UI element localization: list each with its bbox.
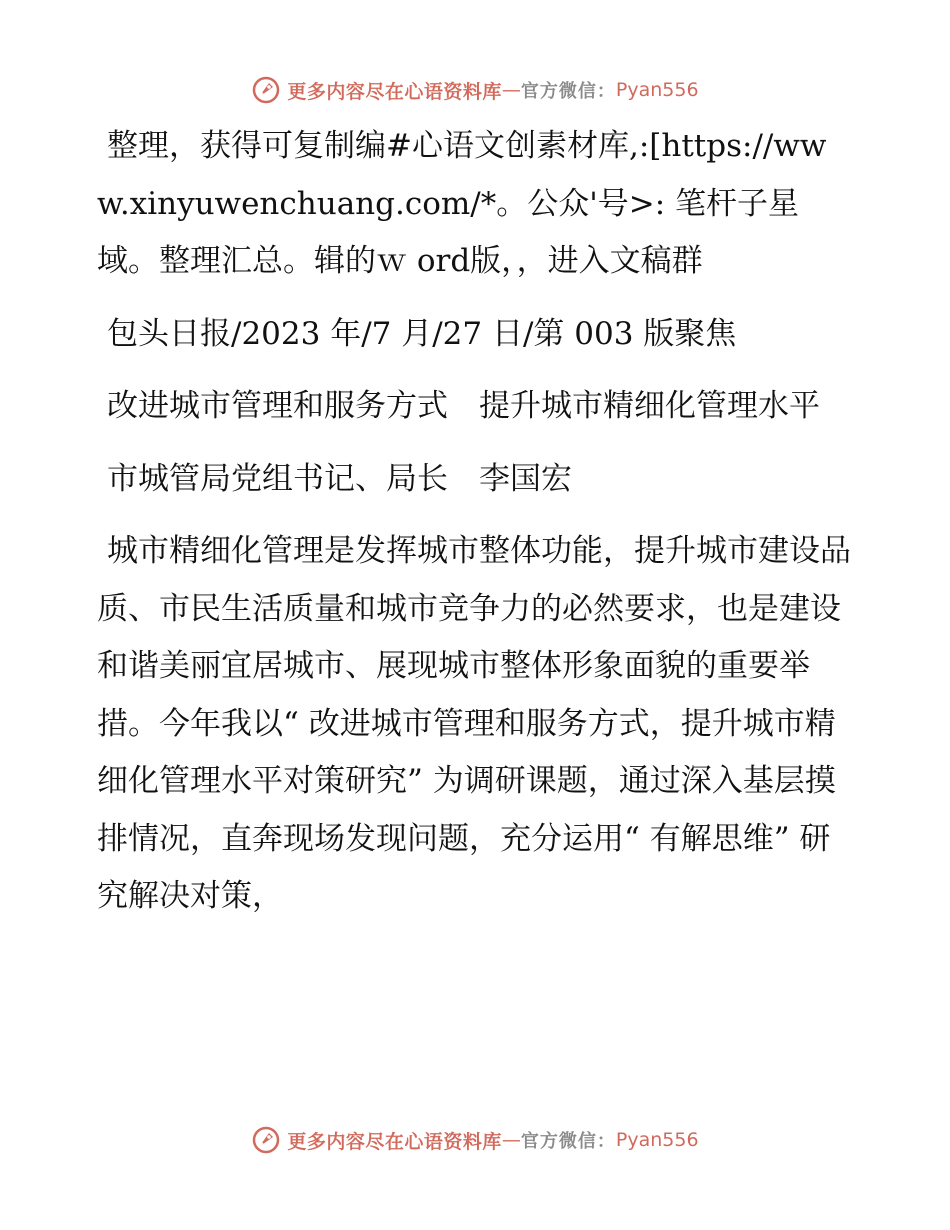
banner-separator: —	[501, 79, 521, 101]
source-line: 包头日报/2023 年/7 月/27 日/第 003 版聚焦	[107, 315, 737, 352]
banner-wechat-id: Pyan556	[615, 79, 699, 101]
pen-nib-logo-icon	[251, 1125, 281, 1155]
pen-nib-logo-icon	[251, 75, 281, 105]
banner-main-text: 更多内容尽在心语资料库	[287, 1130, 502, 1153]
author-line: 市城管局党组书记、局长 李国宏	[107, 460, 572, 497]
footer-banner	[0, 1120, 950, 1160]
banner-separator: —	[501, 1129, 521, 1151]
header-banner	[0, 70, 950, 110]
banner-wechat-label: 官方微信：	[520, 81, 616, 102]
banner-main-text: 更多内容尽在心语资料库	[287, 80, 502, 103]
article-title: 改进城市管理和服务方式 提升城市精细化管理水平	[107, 388, 820, 424]
banner-wechat-id: Pyan556	[615, 1129, 699, 1151]
intro-paragraph: 整理，获得可复制编#心语文创素材库,:[https://www.xinyuwenchuang.com/*。公众'号>: 笔杆子星域。整理汇总。辑的ｗ ord版，，进入文稿群	[97, 128, 827, 279]
body-paragraph: 城市精细化管理是发挥城市整体功能，提升城市建设品质、市民生活质量和城市竞争力的必然要求，也是建设和谐美丽宜居城市、展现城市整体形象面貌的重要举措。今年我以“ 改进城市管理和服务方式，提升城市精细化管理水平对策研究” 为调研课题，通过深入基层摸排情况，直奔现场发现问题，充分运用“ 有解思维” 研究解决对策，	[97, 533, 851, 914]
document-body	[97, 118, 857, 941]
banner-wechat-label: 官方微信：	[520, 1131, 616, 1152]
